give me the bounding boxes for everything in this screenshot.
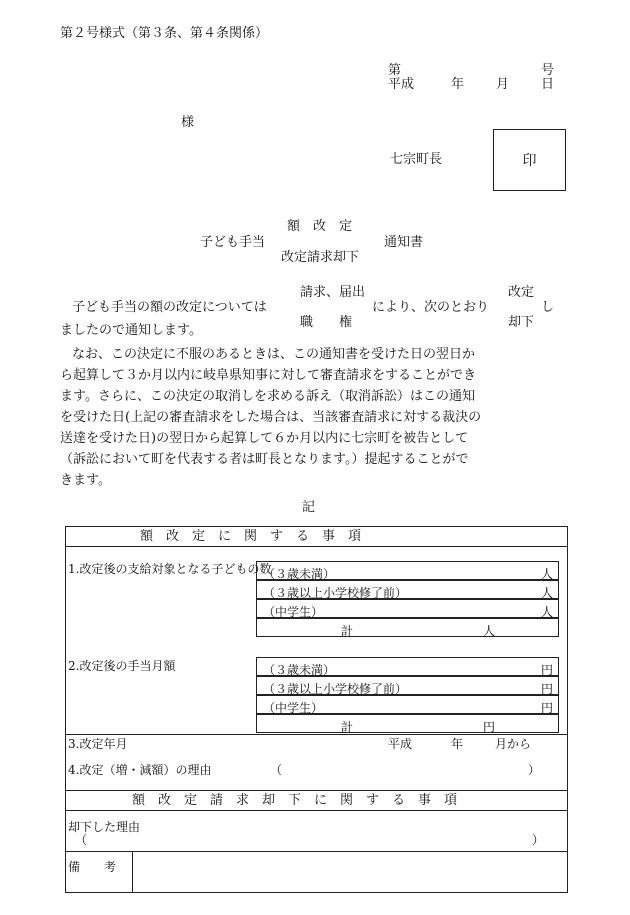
row1-item-label: （中学生） (263, 605, 324, 619)
notice-line: 送達を受けた日)の翌日から起算して６か月以内に七宗町を被告として (60, 431, 469, 446)
row2-item-label: （３歳未満） (263, 663, 336, 677)
row1-total-unit: 人 (483, 624, 496, 638)
row1-label: 1.改定後の支給対象となる子どもの数 (68, 562, 272, 576)
choice-b-bottom: 却下 (508, 315, 535, 330)
row1-total (256, 618, 559, 637)
row2-label: 2.改定後の手当月額 (68, 659, 176, 673)
table-header-1: 額 改 定 に 関 す る 事 項 (140, 529, 362, 544)
notice-line: （訴訟において町を代表する者は町長となります。）提起することがで (60, 452, 469, 467)
row4-label: 4.改定（増・減額）の理由 (68, 763, 212, 777)
row1-item-label: （３歳未満） (263, 567, 336, 581)
row1-total-label: 計 (341, 624, 354, 638)
row3-era: 平成 (388, 737, 413, 751)
row2-item (256, 657, 559, 676)
number-prefix: 第 (388, 63, 402, 78)
title-upper: 額 改 定 (287, 219, 353, 234)
title-lower: 改定請求却下 (281, 250, 360, 265)
reject-label: 却下した理由 (68, 820, 141, 834)
choice-a-top: 請求、届出 (300, 285, 366, 300)
intro-line2: ましたので通知します。 (60, 323, 202, 338)
row1-item-unit: 人 (540, 567, 553, 581)
row1-item (256, 580, 559, 599)
row4-open: （ (270, 763, 283, 777)
row1-item-unit: 人 (540, 605, 553, 619)
row2-total-unit: 円 (483, 720, 496, 734)
notice-line: きます。 (60, 473, 111, 488)
row4-close: ） (528, 763, 541, 777)
number-suffix: 号 (541, 63, 555, 78)
row3-tail: 月から (495, 737, 532, 751)
reject-close: ） (532, 833, 545, 847)
seal-label: 印 (522, 153, 537, 169)
row3-label: 3.改定年月 (68, 737, 128, 751)
ki-label: 記 (302, 500, 316, 515)
notice-line: ます。さらに、この決定の取消しを求める訴え（取消訴訟）はこの通知 (60, 389, 475, 404)
row2-total (256, 714, 559, 733)
notice-line: を受けた日(上記の審査請求をした場合は、当該審査請求に対する裁決の (60, 410, 482, 425)
reject-open: （ (75, 833, 88, 847)
title-right: 通知書 (384, 235, 424, 250)
remarks-label: 備 考 (68, 860, 117, 874)
intro-lead: 子ども手当の額の改定については (72, 300, 267, 315)
seal-box (493, 129, 566, 191)
date-month: 月 (496, 77, 510, 92)
row2-item (256, 676, 559, 695)
row2-total-label: 計 (341, 720, 354, 734)
intro-middle: により、次のとおり (372, 300, 490, 315)
notice-line: なお、この決定に不服のあるときは、この通知書を受けた日の翌日か (72, 347, 476, 362)
row1-item-unit: 人 (540, 586, 553, 600)
addressee-suffix: 様 (181, 115, 195, 130)
date-year: 年 (451, 77, 465, 92)
row1-item (256, 599, 559, 618)
notice-line: ら起算して３か月以内に岐阜県知事に対して審査請求をすることができ (60, 368, 477, 383)
date-day: 日 (541, 77, 555, 92)
row2-item (256, 695, 559, 714)
row2-item-label: （中学生） (263, 701, 324, 715)
table-header-2: 額 改 定 請 求 却 下 に 関 す る 事 項 (132, 793, 458, 808)
row2-item-unit: 円 (540, 663, 553, 677)
intro-tail: し (541, 300, 555, 315)
row1-item-label: （３歳以上小学校修了前） (263, 586, 408, 600)
row2-item-unit: 円 (540, 701, 553, 715)
title-left: 子ども手当 (200, 235, 266, 250)
choice-a-bottom: 職 権 (300, 315, 353, 330)
row2-item-unit: 円 (540, 682, 553, 696)
date-era: 平成 (388, 77, 415, 92)
row2-item-label: （３歳以上小学校修了前） (263, 682, 408, 696)
form-id: 第２号様式（第３条、第４条関係） (60, 26, 269, 41)
sender: 七宗町長 (390, 152, 443, 167)
row1-item (256, 561, 559, 580)
choice-b-top: 改定 (508, 285, 535, 300)
row3-year: 年 (451, 737, 464, 751)
